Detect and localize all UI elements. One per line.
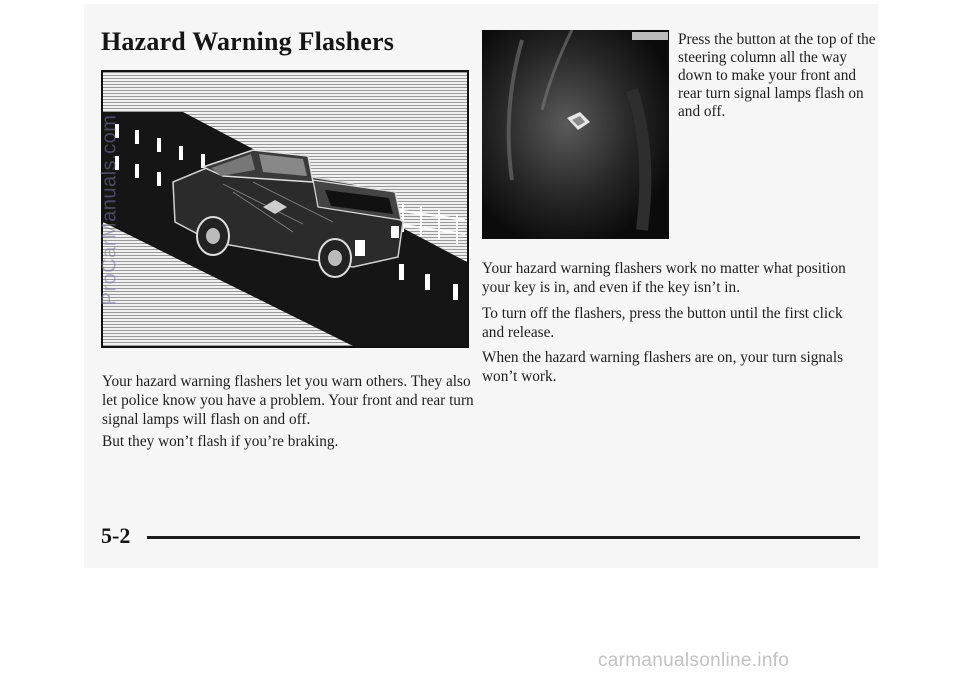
paragraph: But they won’t flash if you’re braking.	[102, 433, 339, 450]
watermark: ProCarManuals.com	[98, 114, 121, 306]
paragraph: When the hazard warning flashers are on, your turn signals won’t work.	[482, 349, 844, 385]
paragraph: To turn off the flashers, press the button until the first click and release.	[482, 305, 843, 341]
site-watermark: carmanualsonline.info	[598, 650, 790, 671]
steering-column-photo	[482, 30, 669, 239]
page-title: Hazard Warning Flashers	[101, 27, 395, 56]
paragraph: Your hazard warning flashers work no matter what position your key is in, and even if the key isn’t in.	[482, 260, 846, 296]
figure-caption: Press the button at the top of the steering column all the way down to make your front and rear turn signal lamps flash on and off.	[678, 31, 876, 120]
page-number: 5-2	[101, 523, 131, 548]
footer-rule	[147, 536, 860, 539]
paragraph: Your hazard warning flashers let you warn others. They also let police know you have a problem. Your front and rear turn signal lamps will flash on and off.	[102, 373, 474, 428]
truck-illustration	[98, 70, 469, 348]
